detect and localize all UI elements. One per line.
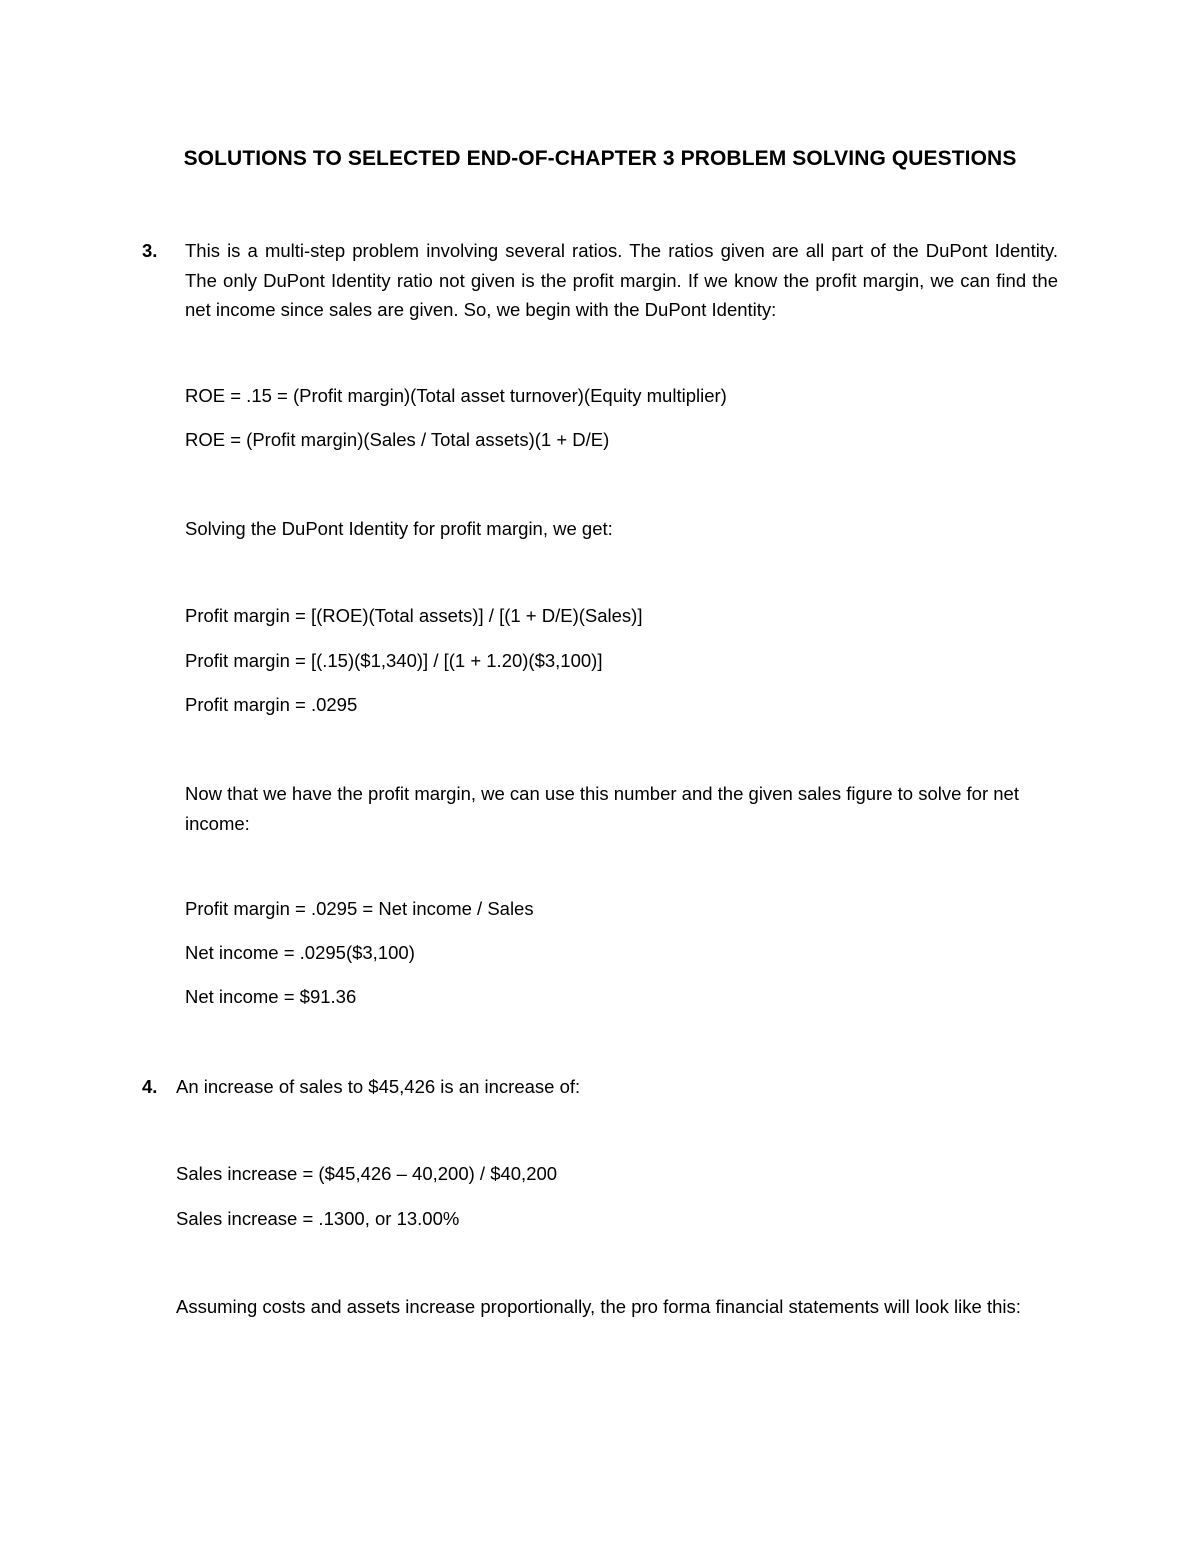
question-3-equation-roe-expanded: ROE = (Profit margin)(Sales / Total assets)(1 + D/E)	[185, 429, 610, 450]
question-4-number: 4.	[142, 1076, 158, 1097]
question-3-equation-profit-margin-values: Profit margin = [(.15)($1,340)] / [(1 + 1.20)($3,100)]	[185, 650, 603, 671]
question-3-solving-text: Solving the DuPont Identity for profit margin, we get:	[185, 518, 613, 539]
page-title: SOLUTIONS TO SELECTED END-OF-CHAPTER 3 PROBLEM SOLVING QUESTIONS	[183, 147, 1017, 170]
question-3-equation-roe-dupont: ROE = .15 = (Profit margin)(Total asset turnover)(Equity multiplier)	[185, 385, 727, 406]
question-4-equation-sales-increase-result: Sales increase = .1300, or 13.00%	[176, 1208, 460, 1229]
question-3-equation-net-income-result: Net income = $91.36	[185, 986, 357, 1007]
question-3-now-text: Now that we have the profit margin, we can use this number and the given sales figure to solve for net income:	[185, 783, 1019, 834]
question-3-equation-profit-margin-formula: Profit margin = [(ROE)(Total assets)] / [(1 + D/E)(Sales)]	[185, 605, 643, 626]
question-3-equation-profit-margin-result: Profit margin = .0295	[185, 694, 358, 715]
question-3-equation-net-income-ratio: Profit margin = .0295 = Net income / Sales	[185, 898, 534, 919]
question-4-assuming-text: Assuming costs and assets increase proportionally, the pro forma financial statements will look like this:	[176, 1296, 1021, 1317]
question-3-intro: This is a multi-step problem involving several ratios. The ratios given are all part of the DuPont Identity. The only DuPont Identity ratio not given is the profit margin. If we know the profit margin, we can find the net income since sales are given. So, we begin with the DuPont Identity:	[185, 240, 1058, 320]
question-3-equation-net-income-values: Net income = .0295($3,100)	[185, 942, 415, 963]
question-4-intro: An increase of sales to $45,426 is an increase of:	[176, 1076, 581, 1097]
question-3-number: 3.	[142, 240, 158, 261]
question-4-equation-sales-increase-formula: Sales increase = ($45,426 – 40,200) / $40,200	[176, 1163, 558, 1184]
